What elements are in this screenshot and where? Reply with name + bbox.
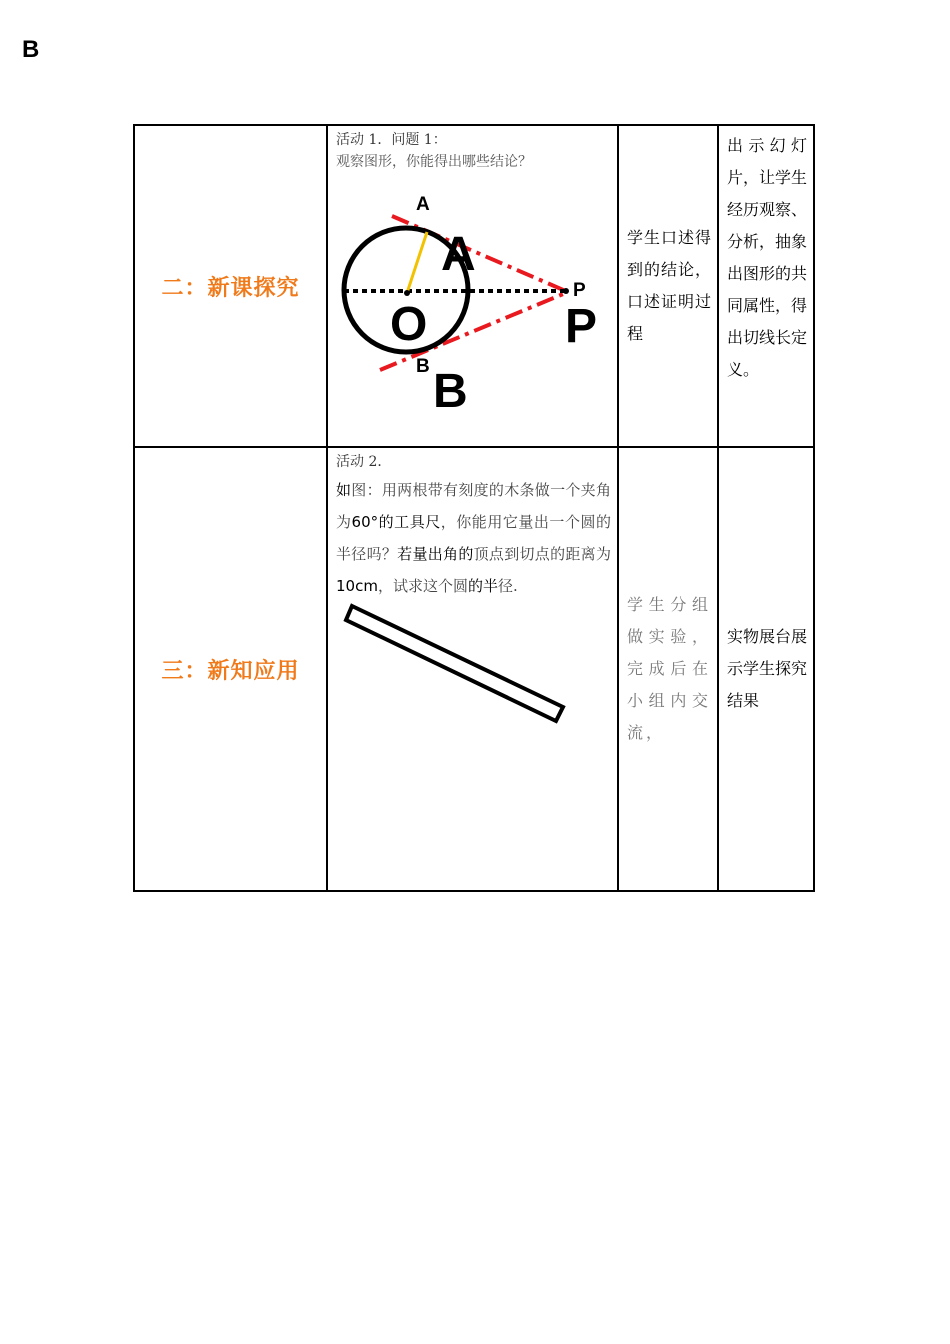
label-a-large: A bbox=[441, 228, 476, 281]
activity-cell bbox=[327, 125, 618, 447]
text-run: 60°的工具尺 bbox=[351, 513, 441, 531]
text-run: ，试求这个圆 bbox=[377, 577, 468, 595]
text-run: 如 bbox=[336, 481, 352, 499]
radius-oa bbox=[407, 232, 427, 293]
text-run: 10cm bbox=[336, 577, 378, 595]
text-run: ，你能用它量出一个圆的半径吗？ bbox=[336, 513, 611, 563]
tangent-figure bbox=[328, 172, 617, 422]
teacher-activity-cell bbox=[718, 125, 814, 447]
label-b-small: B bbox=[416, 356, 430, 377]
label-p-large: P bbox=[565, 300, 598, 353]
table-row bbox=[134, 125, 814, 447]
text-run: 径. bbox=[497, 577, 518, 595]
stage-knowledge-application: 三：新知应用 bbox=[134, 447, 327, 891]
label-b-large: B bbox=[433, 365, 468, 418]
teacher-activity-cell bbox=[718, 447, 814, 891]
teacher-activity-text: 实物展台展示学生探究结果 bbox=[727, 627, 808, 710]
text-run: 若量出角的 bbox=[397, 545, 474, 563]
text-run: 顶点到切点的距离为 bbox=[473, 545, 611, 563]
activity-title: 活动 1．问题 1： bbox=[336, 132, 447, 148]
corner-label: B bbox=[22, 36, 40, 63]
activity-cell bbox=[327, 447, 618, 891]
student-activity-cell bbox=[618, 447, 718, 891]
student-activity-cell bbox=[618, 125, 718, 447]
teacher-activity-text: 出示幻灯片，让学生经历观察、分析，抽象出图形的共同属性，得出切线长定义。 bbox=[727, 136, 808, 379]
text-run: 的半 bbox=[467, 577, 498, 595]
label-a-small: A bbox=[416, 194, 430, 215]
activity-title: 活动 2． bbox=[336, 454, 392, 470]
activity-description bbox=[328, 472, 617, 602]
label-o-large: O bbox=[390, 298, 428, 351]
point-p-dot bbox=[563, 288, 569, 294]
text-run: 图：用两根带有刻度的木条做一个夹角为 bbox=[336, 481, 611, 531]
label-p-small: P bbox=[573, 280, 586, 301]
point-o-dot bbox=[404, 290, 410, 296]
activity-question: 观察图形，你能得出哪些结论？ bbox=[336, 154, 532, 170]
wooden-ruler-figure bbox=[328, 602, 617, 732]
student-activity-text: 学生分组做实验，完成后在小组内交流， bbox=[627, 595, 711, 742]
stage-new-lesson: 二：新课探究 bbox=[134, 125, 327, 447]
wooden-ruler bbox=[346, 606, 563, 721]
table-row bbox=[134, 447, 814, 891]
student-activity-text: 学生口述得到的结论，口述证明过程 bbox=[627, 228, 711, 343]
lesson-plan-table bbox=[133, 124, 815, 892]
